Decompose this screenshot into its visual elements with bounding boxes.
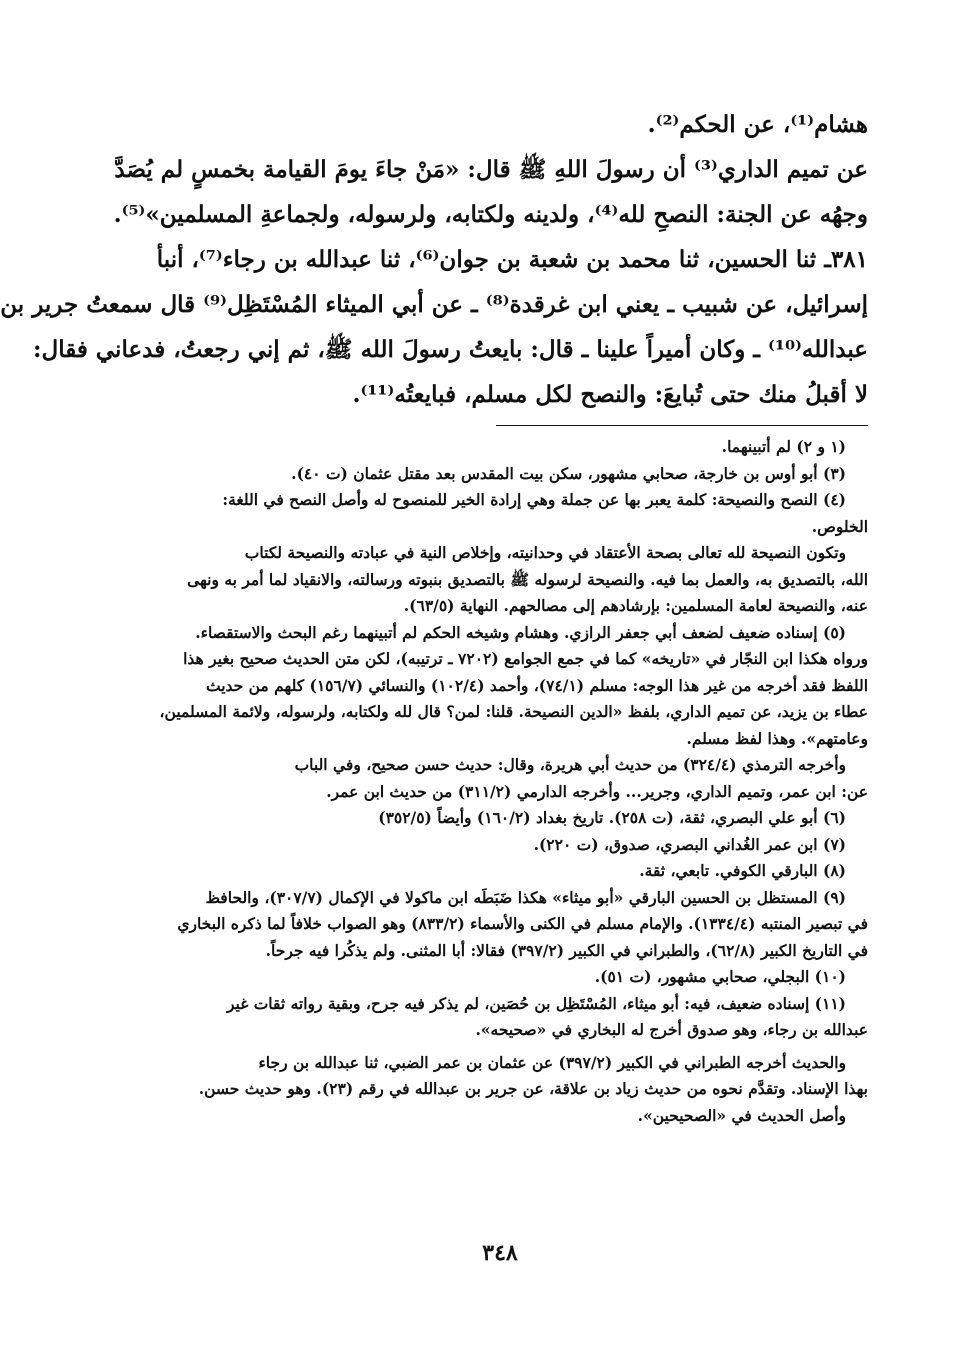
footnote-line: (١ و ٢) لم أتبينهما. (721, 437, 846, 456)
main-line: إسرائيل، عن شبيب ـ يعني ابن غرقدة⁽⁸⁾ ـ عن أبي الميثاء المُسْتَظِل⁽⁹⁾ قال سمعتُ جرير بن (0, 291, 868, 318)
footnote-line: في التاريخ الكبير (٦٢/٨)، والطبراني في الكبير (٣٩٧/٢) فقالا: أبا المثنى. ولم يذكُرا فيه جرحاً. (265, 940, 868, 960)
footnote-line: عنه، والنصيحة لعامة المسلمين: بإرشادهم إلى مصالحهم. النهاية (٦٣/٥). (403, 596, 868, 615)
footnote-separator (496, 425, 868, 426)
footnote-line: (٣) أبو أوس بن خارجة، صحابي مشهور، سكن بيت المقدس بعد مقتل عثمان (ت ٤٠). (291, 463, 846, 483)
main-line: هشام⁽¹⁾، عن الحكم⁽²⁾. (647, 111, 868, 138)
footnote-line: وأخرجه الترمذي (٣٢٤/٤) من حديث أبي هريرة، وقال: حديث حسن صحيح، وفي الباب (294, 755, 846, 774)
footnote-line: عبدالله بن رجاء، وهو صدوق أخرج له البخاري في «صحيحه». (475, 1020, 868, 1039)
footnote-line: (٤) النصح والنصيحة: كلمة يعبر بها عن جملة وهي إرادة الخير للمنصوح له وأصل النصح في اللغة: (222, 490, 846, 509)
footnote-line: (٧) ابن عمر الغُداني البصري، صدوق، (ت ٢٢٠). (533, 834, 846, 854)
main-line: عبدالله⁽¹⁰⁾ ـ وكان أميراً علينا ـ قال: بايعتُ رسولَ الله ﷺ، ثم إني رجعتُ، فدعاني فقال: (33, 336, 868, 363)
footnote-line: عن: ابن عمر، وتميم الداري، وجرير... وأخرجه الدارمي (٣١١/٢) من حديث ابن عمر. (326, 781, 868, 801)
footnote-line: الخلوص. (811, 516, 868, 536)
footnote-line: ورواه هكذا ابن النجّار في «تاريخه» كما في جمع الجوامع (٧٢٠٢ ـ ترتيبه)، لكن متن الحديث صحيح بغير هذا (183, 649, 868, 668)
main-line: ٣٨١ـ ثنا الحسين، ثنا محمد بن شعبة بن جوان⁽⁶⁾، ثنا عبدالله بن رجاء⁽⁷⁾، أنبأ (156, 246, 868, 273)
footnote-line: اللفظ فقد أخرجه من غير هذا الوجه: مسلم (٧٤/١)، وأحمد (١٠٢/٤) والنسائي (١٥٦/٧) كلهم من حديث (205, 675, 868, 695)
footnote-line: (٨) البارقي الكوفي. تابعي، ثقة. (639, 861, 846, 880)
main-line: عن تميم الداري⁽³⁾ أن رسولَ اللهِ ﷺ قال: «مَنْ جاءَ يومَ القيامة بخمسٍ لم يُصَدَّ (114, 156, 868, 183)
footnote-line: الله، بالتصديق به، والعمل بما فيه. والنصيحة لرسوله ﷺ بالتصديق بنبوته ورسالته، والانقياد لما أمر به ونهى (187, 569, 868, 589)
footnote-line: في تبصير المنتبه (١٣٣٤/٤). والإمام مسلم في الكنى والأسماء (٨٣٣/٢) وهو الصواب خلافاً لما ذكره البخاري (177, 914, 868, 933)
footnote-line: (١٠) البجلي، صحابي مشهور، (ت ٥١). (594, 967, 846, 986)
main-line: لا أقبلُ منك حتى تُبايعَ: والنصح لكل مسلم، فبايعتُه⁽¹¹⁾. (352, 381, 868, 408)
main-line: وجهُه عن الجنة: النصحِ لله⁽⁴⁾، ولدينه ولكتابه، ولرسوله، ولجماعةِ المسلمين»⁽⁵⁾. (113, 201, 868, 228)
footnote-line: وأصل الحديث في «الصحيحين». (637, 1105, 846, 1125)
footnote-line: (٩) المستظل بن الحسين البارقي «أبو ميثاء» هكذا ضَبَطَه ابن ماكولا في الإكمال (٣٠٧/٧)، والحافظ (205, 887, 846, 907)
footnote-line: وعامتهم». وهذا لفظ مسلم. (686, 728, 868, 748)
footnote-line: والحديث أخرجه الطبراني في الكبير (٣٩٧/٢) عن عثمان بن عمر الضبي، ثنا عبدالله بن رجاء (258, 1052, 846, 1072)
footnote-line: وتكون النصيحة لله تعالى بصحة الأعتقاد في وحدانيته، وإخلاص النية في عبادته والنصيحة لكتاب (244, 543, 846, 562)
footnote-line: (٥) إسناده ضعيف لضعف أبي جعفر الرازي. وهشام وشيخه الحكم لم أتبينهما رغم البحث والاستقصاء. (195, 622, 846, 642)
footnote-line: (١١) إسناده ضعيف، فيه: أبو ميثاء، المُسْتَظِل بن حُصَين، لم يذكر فيه جرح، وبقية رواته ثقات غير (226, 993, 846, 1013)
footnote-line: عطاء بن يزيد، عن تميم الداري، بلفظ «الدين النصيحة. قلنا: لمن؟ قال لله ولكتابه، ولرسوله، ولائمة المسلمين، (159, 702, 868, 721)
footnote-line: (٦) أبو علي البصري، ثقة، (ت ٢٥٨). تاريخ بغداد (١٦٠/٢) وأيضاً (٣٥٢/٥) (378, 808, 846, 827)
footnotes (122, 434, 868, 1129)
footnote-line: بهذا الإسناد. وتقدَّم نحوه من حديث زياد بن علاقة، عن جرير بن عبدالله في رقم (٢٣). وهو حديث حسن. (198, 1079, 868, 1098)
page-number: ٣٤٨ (482, 1240, 518, 1266)
main-text (0, 102, 868, 417)
